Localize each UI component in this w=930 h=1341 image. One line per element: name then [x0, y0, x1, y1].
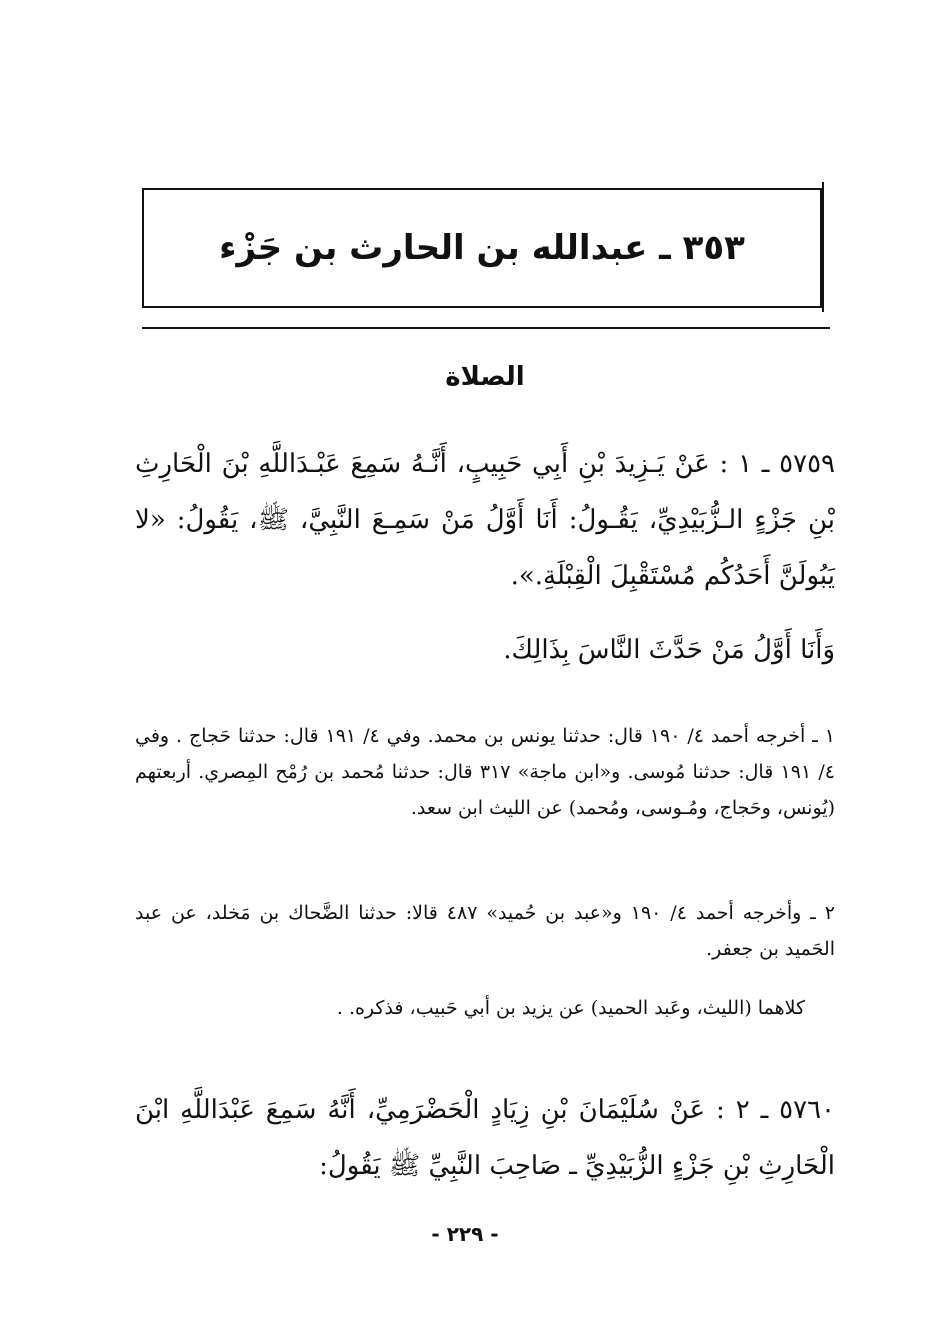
hadith-5759-continuation: وَأَنَا أَوَّلُ مَنْ حَدَّثَ النَّاسَ بِذَالِكَ. [503, 635, 835, 665]
chapter-title: ٣٥٣ ـ عبدالله بن الحارث بن جَزْء [219, 228, 745, 268]
section-heading: الصلاة [445, 362, 525, 392]
footnote-2: ٢ ـ وأخرجه أحمد ٤/ ١٩٠ و«عبد بن حُميد» ٤٨٧ قالا: حدثنا الضَّحاك بن مَخلد، عن عبد الحَميد بن جعفر. [135, 902, 835, 960]
page-number: - ٢٢٩ - [431, 1222, 499, 1246]
footnote-1: ١ ـ أخرجه أحمد ٤/ ١٩٠ قال: حدثنا يونس بن محمد. وفي ٤/ ١٩١ قال: حدثنا حَجاج . وفي ٤/ ١٩١ قال: حدثنا مُوسى. و«ابن ماجة» ٣١٧ قال: حدثنا مُحمد بن رُمْح المِصري. أربعتهم (يُونس، وحَجاج، ومُـوسى، ومُحمد) عن الليث ابن سعد. [135, 725, 835, 819]
hadith-5759-text: ٥٧٥٩ ـ ١ : عَنْ يَـزِيدَ بْنِ أَبِي حَبِيبٍ، أَنَّـهُ سَمِعَ عَبْـدَاللَّهِ بْنَ الْحَارِثِ بْنِ جَزْءٍ الـزُّبَيْدِيِّ، يَقُـولُ: أَنَا أَوَّلُ مَنْ سَمِـعَ النَّبِيَّ، ﷺ، يَقُولُ: «لا يَبُولَنَّ أَحَدُكُم مُسْتَقْبِلَ الْقِبْلَةِ.». [135, 449, 835, 591]
box-edge-mark [822, 182, 828, 312]
footnote-3: كلاهما (الليث، وعَبد الحميد) عن يزيد بن أبي حَبيب، فذكره. . [336, 997, 805, 1019]
hadith-5760-text: ٥٧٦٠ ـ ٢ : عَنْ سُلَيْمَانَ بْنِ زِيَادٍ الْحَضْرَمِيِّ، أَنَّهُ سَمِعَ عَبْدَاللَّهِ ابْنَ الْحَارِثِ بْنِ جَزْءٍ الزُّبَيْدِيِّ ـ صَاحِبَ النَّبِيِّ ﷺ يَقُولُ: [135, 1095, 835, 1181]
divider-line [142, 327, 830, 329]
chapter-title-box [142, 188, 822, 308]
